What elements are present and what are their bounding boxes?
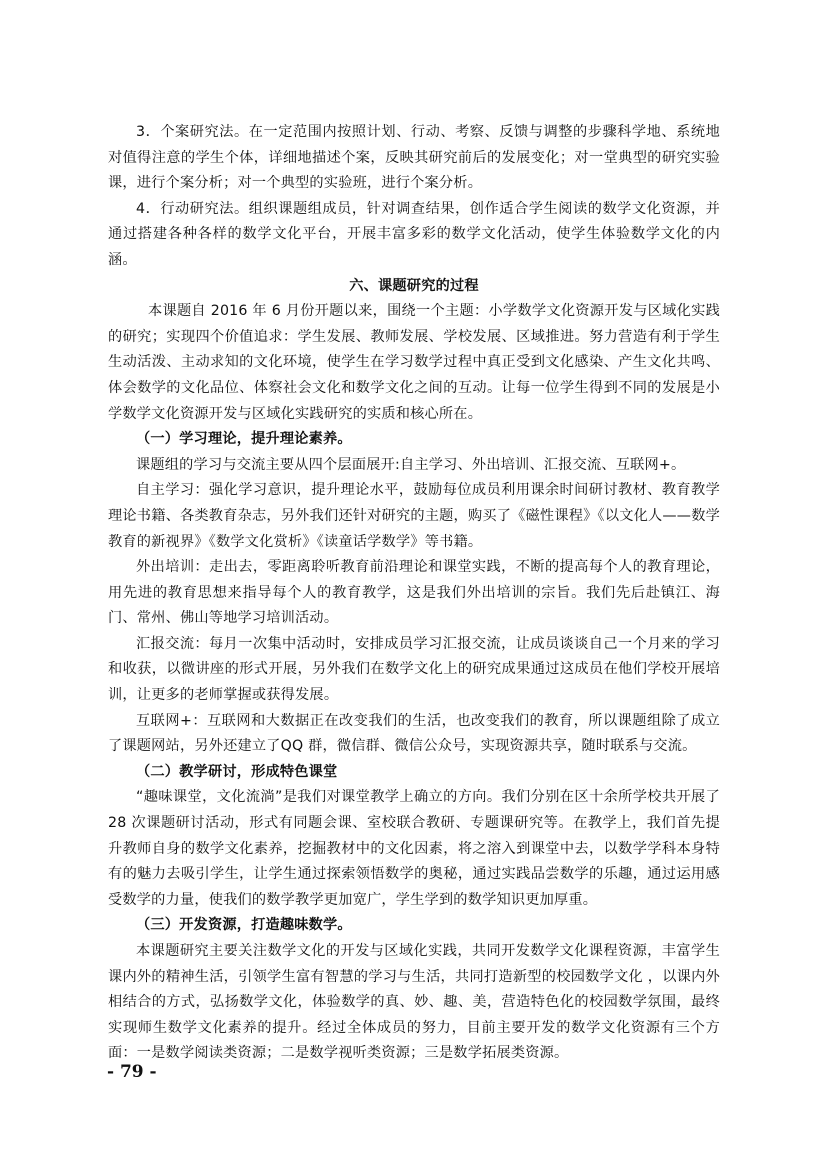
paragraph-case-study-method: 3．个案研究法。在一定范围内按照计划、行动、考察、反馈与调整的步骤科学地、系统地对值得注意的学生个体，详细地描述个案，反映其研究前后的发展变化；对一堂典型的研究实验课，进行个案分析；对一个典型的实验班，进行个案分析。 <box>108 124 720 192</box>
subheading-study-theory: （一）学习理论，提升理论素养。 <box>136 431 352 448</box>
paragraph-action-research-method: 4．行动研究法。组织课题组成员，针对调查结果，创作适合学生阅读的数学文化资源，并通过搭建各种各样的数学文化平台，开展丰富多彩的数学文化活动，使学生体验数学文化的内涵。 <box>108 200 720 268</box>
paragraph-self-study: 自主学习：强化学习意识，提升理论水平，鼓励每位成员利用课余时间研讨教材、教育教学理论书籍、各类教育杂志，另外我们还针对研究的主题，购买了《磁性课程》《以文化人——数学教育的新视界》《数学文化赏析》《读童话学数学》等书籍。 <box>108 482 720 550</box>
page-number: - 79 - <box>107 1062 157 1082</box>
paragraph-fun-classroom: “趣味课堂，文化流淌”是我们对课堂教学上确立的方向。我们分别在区十余所学校共开展了 28 次课题研讨活动，形式有同题会课、室校联合教研、专题课研究等。在教学上，我们首先提升教师自身的数学文化素养，挖掘教材中的文化因素，将之溶入到课堂中去，以数学学科本身特有的魅力去吸引学生，让学生通过探索领悟数学的奥秘，通过实践品尝数学的乐趣，通过运用感受数学的力量，使我们的数学教学更加宽广，学生学到的数学知识更加厚重。 <box>108 789 720 908</box>
paragraph-internet-plus: 互联网+：互联网和大数据正在改变我们的生活，也改变我们的教育，所以课题组除了成立了课题网站，另外还建立了QQ 群，微信群、微信公众号，实现资源共享，随时联系与交流。 <box>108 712 720 755</box>
subheading-develop-resources: （三）开发资源，打造趣味数学。 <box>136 917 352 934</box>
paragraph-research-overview: 本课题自 2016 年 6 月份开题以来，围绕一个主题：小学数学文化资源开发与区域化实践的研究；实现四个价值追求：学生发展、教师发展、学校发展、区域推进。努力营造有利于学生生动活泼、主动求知的文化环境，使学生在学习数学过程中真正受到文化感染、产生文化共鸣、体会数学的文化品位、体察社会文化和数学文化之间的互动。让每一位学生得到不同的发展是小学数学文化资源开发与区域化实践研究的实质和核心所在。 <box>108 303 720 422</box>
paragraph-external-training: 外出培训：走出去，零距离聆听教育前沿理论和课堂实践，不断的提高每个人的教育理论，用先进的教育思想来指导每个人的教育教学，这是我们外出培训的宗旨。我们先后赴镇江、海门、常州、佛山等地学习培训活动。 <box>108 559 720 627</box>
document-body <box>108 120 720 1067</box>
paragraph-resource-development: 本课题研究主要关注数学文化的开发与区域化实践，共同开发数学文化课程资源，丰富学生课内外的精神生活，引领学生富有智慧的学习与生活，共同打造新型的校园数学文化 ，以课内外相结合的方式，弘扬数学文化，体验数学的真、妙、趣、美，营造特色化的校园数学氛围，最终实现师生数学文化素养的提升。经过全体成员的努力，目前主要开发的数学文化资源有三个方面：一是数学阅读类资源；二是数学视听类资源；三是数学拓展类资源。 <box>108 943 720 1062</box>
section-heading-research-process: 六、课题研究的过程 <box>349 277 479 294</box>
subheading-teaching-research: （二）教学研讨，形成特色课堂 <box>136 763 338 780</box>
paragraph-four-levels: 课题组的学习与交流主要从四个层面展开:自主学习、外出培训、汇报交流、互联网+。 <box>136 456 686 473</box>
paragraph-report-exchange: 汇报交流：每月一次集中活动时，安排成员学习汇报交流，让成员谈谈自己一个月来的学习和收获，以微讲座的形式开展，另外我们在数学文化上的研究成果通过这成员在他们学校开展培训，让更多的老师掌握或获得发展。 <box>108 635 720 704</box>
